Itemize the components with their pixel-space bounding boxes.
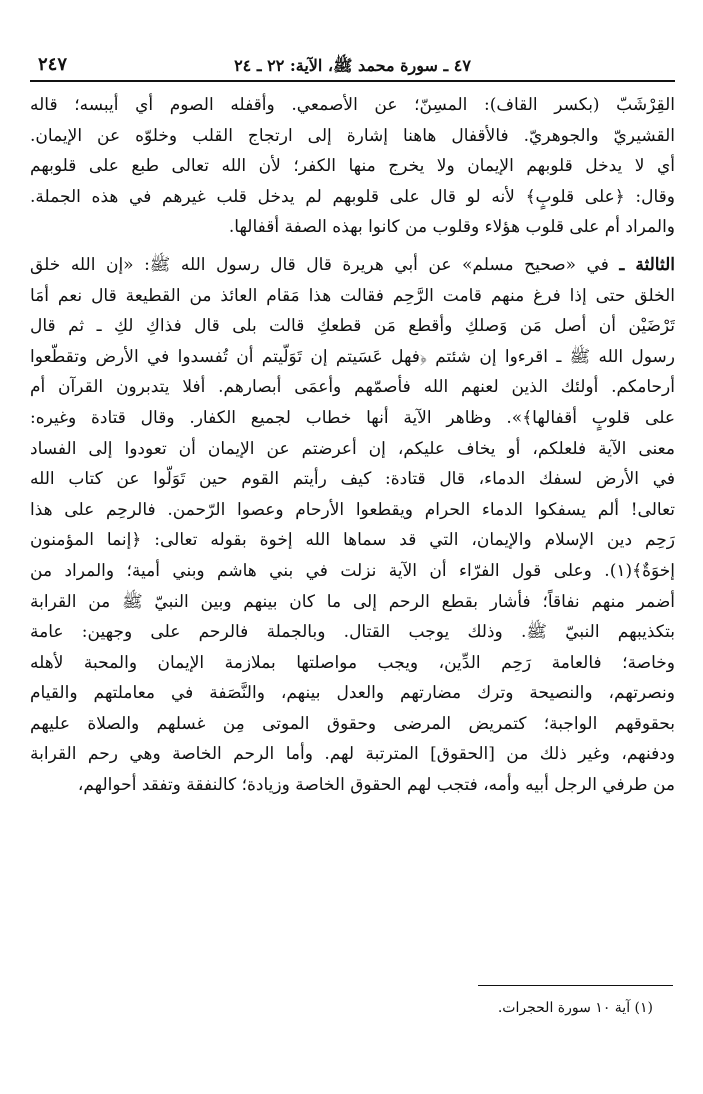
running-header <box>30 50 675 82</box>
text-line: القِرْشَبّ (بكسر القاف): المسِنّ؛ عن الأصمعي. وأقفله الصوم أي أيبسه؛ قاله <box>30 95 675 115</box>
text-line: رسول الله ﷺ ـ اقرءوا إن شئتم ﴿فهل عَسَيتم إن تَوَلّيتم أن تُفسدوا في الأرض وتقطّعوا <box>30 346 675 367</box>
paragraph-2 <box>30 250 675 801</box>
text-line: تَرْضَيْن أن أصل مَن وَصلكِ وأقطع مَن قطعكِ قالت بلى قال فذاكِ لكِ ـ ثم قال <box>30 316 675 337</box>
text-line: بحقوقهم الواجبة؛ كتمريض المرضى وحقوق الموتى مِن غسلهم والصلاة عليهم <box>30 713 675 734</box>
text-line: في «صحيح مسلم» عن أبي هريرة قال قال رسول الله ﷺ: «إن الله خلق <box>30 254 620 275</box>
text-line: والمراد أم على قلوب هؤلاء وقلوب من كانوا بهذه الصفة أقفالها. <box>228 217 675 238</box>
text-line: أرحامكم. أولئك الذين لعنهم الله فأصمّهم وأعمَى أبصارهم. أفلا يتدبرون القرآن أم <box>30 377 675 398</box>
footnote-divider <box>478 985 673 986</box>
section-lead: الثالثة ـ <box>619 254 675 275</box>
text-line: إخوَةٌ﴾(١). وعلى قول الفرّاء أن الآية نزلت في بني هاشم وبني أمية؛ والمراد من <box>30 560 675 581</box>
text-line: وقال: ﴿على قلوبٍ﴾ لأنه لو قال على قلوبهم لم يدخل قلب غيرهم في هذه الجملة. <box>30 186 675 207</box>
text-line: الخلق حتى إذا فرغ منهم قامت الرَّحِم فقالت هذا مَقام العائذ من القطيعة قال نعم أمَا <box>30 285 675 306</box>
text-line: أضمر منهم نفاقاً؛ فأشار بقطع الرحم إلى ما كان بينهم وبين النبيّ ﷺ من القرابة <box>30 591 675 612</box>
page-number: ٢٤٧ <box>38 54 68 75</box>
text-line: من طرفي الرجل أبيه وأمه، فتجب لهم الحقوق الخاصة وزيادة؛ كالنفقة وتفقد أحوالهم، <box>77 775 675 796</box>
text-line: ونصرتهم، والنصيحة وترك مضارتهم والعدل بينهم، والنَّصَفة في معاملتهم والقيام <box>30 683 675 704</box>
text-line: بتكذيبهم النبيّ ﷺ. وذلك يوجب القتال. وبالجملة فالرحم على وجهين: عامة <box>30 622 675 643</box>
text-line: أي لا يدخل قلوبهم الإيمان ولا يخرج منها الكفر؛ لأن الله تعالى طبع على قلوبهم <box>30 156 675 177</box>
text-line: في الأرض لسفك الدماء، قال قتادة: كيف رأيتم القوم حين تَوَلّوا عن كتاب الله <box>30 469 675 490</box>
page <box>30 50 675 801</box>
header-title: ٤٧ ـ سورة محمد ﷺ، الآية: ٢٢ ـ ٢٤ <box>234 56 471 75</box>
text-line-lead <box>30 250 675 281</box>
text-line: القشيريّ والجوهريّ. فالأقفال هاهنا إشارة إلى ارتجاج القلب وخلوّه عن الإيمان. <box>30 125 675 146</box>
text-line: ودفنهم، وغير ذلك من [الحقوق] المترتبة لهم. وأما الرحم الخاصة وهي رحم القرابة <box>30 744 675 765</box>
text-line: وخاصة؛ فالعامة رَحِم الدِّين، ويجب مواصلتها بملازمة الإيمان والمحبة لأهله <box>30 652 675 673</box>
text-line: على قلوبٍ أقفالها﴾». وظاهر الآية أنها خطاب لجميع الكفار. وقال قتادة وغيره: <box>30 407 675 428</box>
paragraph-1 <box>30 90 675 243</box>
text-line: معنى الآية فلعلكم، أو يخاف عليكم، إن أعرضتم عن الإيمان أن تعودوا إلى الفساد <box>30 438 675 459</box>
footnote: (١) آية ١٠ سورة الحجرات. <box>497 1000 653 1016</box>
text-line: تعالى! ألم يسفكوا الدماء الحرام ويقطعوا الأرحام وعصوا الرّحمن. فالرحِم على هذا <box>30 499 675 520</box>
text-line: رَحِم دين الإسلام والإيمان، التي قد سماها الله إخوة بقوله تعالى: ﴿إنما المؤمنون <box>30 530 675 551</box>
body-text <box>30 90 675 801</box>
